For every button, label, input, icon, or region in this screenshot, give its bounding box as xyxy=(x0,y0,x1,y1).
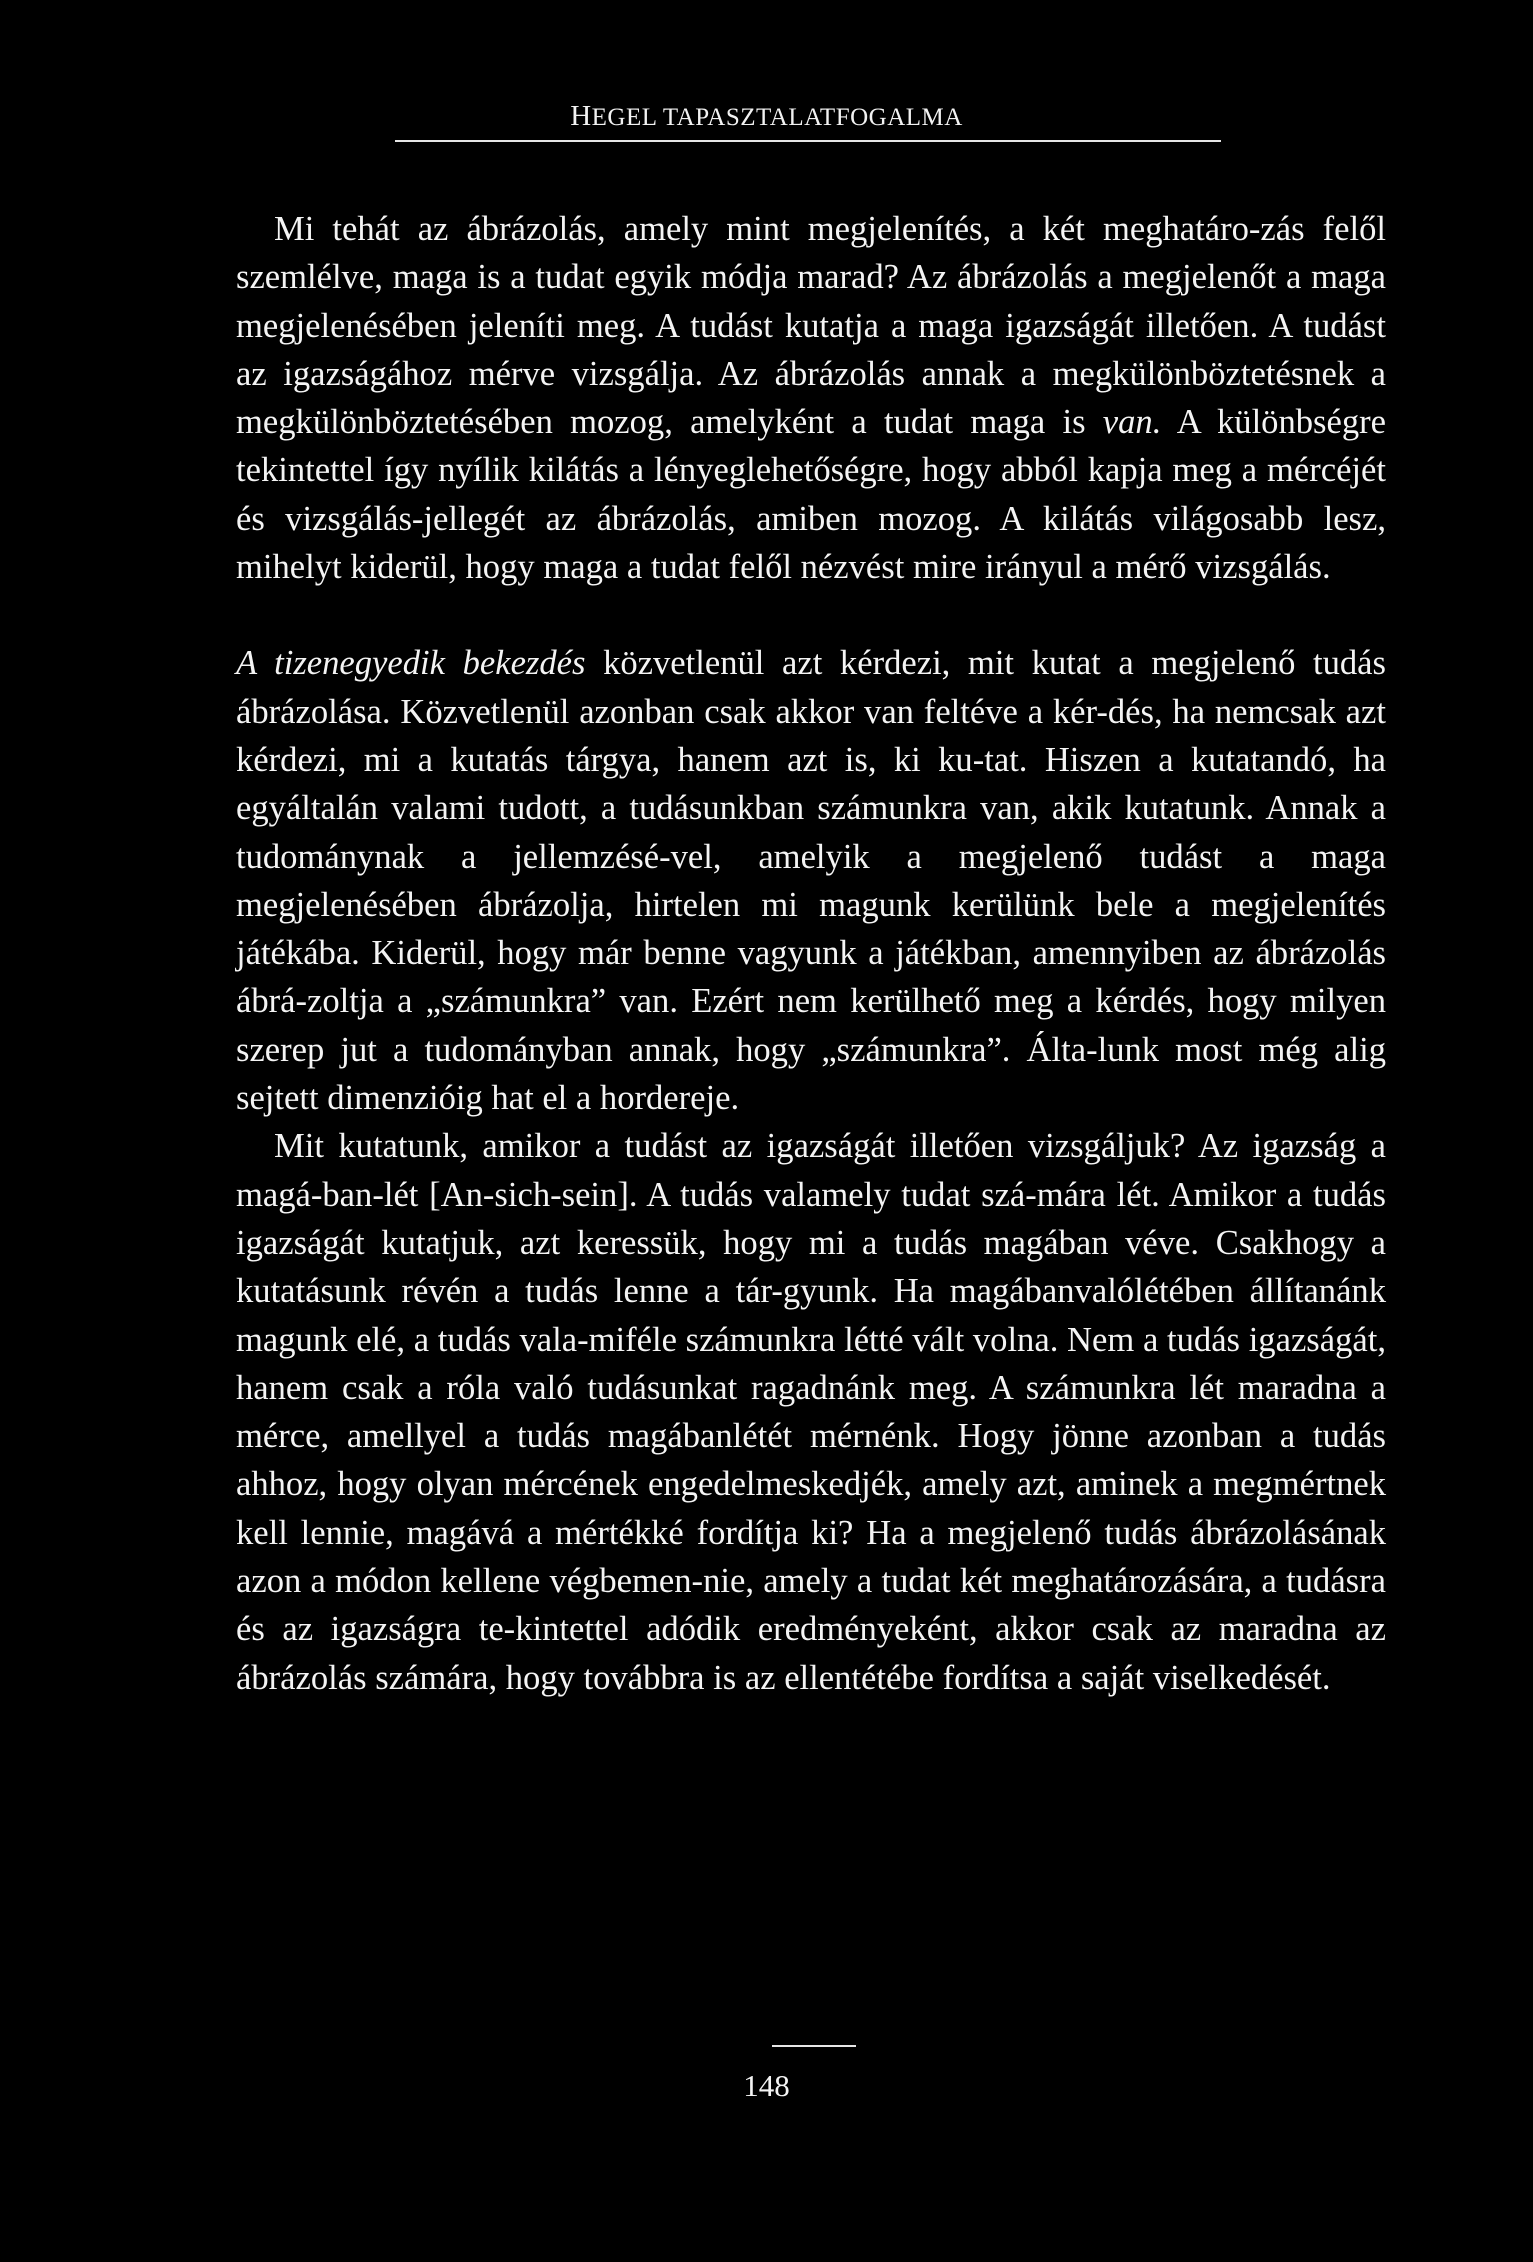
paragraph-1-emphasis: van. xyxy=(1102,403,1162,442)
footer-rule xyxy=(772,2045,856,2047)
paragraph-1 xyxy=(236,205,1386,591)
running-head-initial: H xyxy=(570,100,592,132)
paragraph-3-text: Mit kutatunk, amikor a tudást az igazságát illetően vizsgáljuk? Az igazság a magá-ban-lét [An-sich-sein]. A tudás valamely tudat szá-mára lét. Amikor a tudás igazságát kutatjuk, azt keressük, hogy mi a tudás magában véve. Csakhogy a kutatásunk révén a tudás lenne a tár-gyunk. Ha magábanvalólétében állítanánk magunk elé, a tudás vala-miféle számunkra létté vált volna. Nem a tudás igazságát, hanem csak a róla való tudásunkat ragadnánk meg. A számunkra lét maradna a mérce, amellyel a tudás magábanlétét mérnénk. Hogy jönne azonban a tudás ahhoz, hogy olyan mércének engedelmeskedjék, amely azt, aminek a megmértnek kell lennie, magává a mértékké fordítja ki? Ha a megjelenő tudás ábrázolásának azon a módon kellene végbemen-nie, amely a tudat két meghatározására, a tudásra és az igazságra te-kintettel adódik eredményeként, akkor csak az maradna az ábrázolás számára, hogy továbbra is az ellentétébe fordítsa a saját viselkedését. xyxy=(236,1127,1386,1697)
paragraph-1-text: Mi tehát az ábrázolás, amely mint megjelenítés, a két meghatáro-zás felől szemlélve, maga is a tudat egyik módja marad? Az ábrázolás a megjelenőt a maga megjelenésében jeleníti meg. A tudást kutatja a maga igazságát illetően. A tudást az igazságához mérve vizsgálja. Az ábrázolás annak a megkülönböztetésnek a megkülönböztetésében mozog, amelyként a tudat maga is xyxy=(236,210,1386,442)
page-number: 148 xyxy=(743,2068,790,2103)
paragraph-3 xyxy=(236,1122,1386,1702)
paragraph-2-text: közvetlenül azt kérdezi, mit kutat a megjelenő tudás ábrázolása. Közvetlenül azonban csak akkor van feltéve a kér-dés, ha nemcsak azt kérdezi, mi a kutatás tárgya, hanem azt is, ki ku-tat. Hiszen a kutatandó, ha egyáltalán valami tudott, a tudásunkban számunkra van, akik kutatunk. Annak a tudománynak a jellemzésé-vel, amelyik a megjelenő tudást a maga megjelenésében ábrázolja, hirtelen mi magunk kerülünk bele a megjelenítés játékába. Kiderül, hogy már benne vagyunk a játékban, amennyiben az ábrázolás ábrá-zoltja a „számunkra” van. Ezért nem kerülhető meg a kérdés, hogy milyen szerep jut a tudományban annak, hogy „számunkra”. Álta-lunk most még alig sejtett dimenzióig hat el a hordereje. xyxy=(236,644,1386,1118)
paragraph-2 xyxy=(236,639,1386,1122)
paragraph-2-emphasis: A tizenegyedik bekezdés xyxy=(236,644,586,683)
running-head-text: EGEL TAPASZTALATFOGALMA xyxy=(591,104,963,131)
running-head xyxy=(0,100,1533,133)
body-text xyxy=(236,205,1386,1702)
header-rule xyxy=(395,140,1221,142)
paragraph-1-tail: A különbségre tekintettel így nyílik kilátás a lényeglehetőségre, hogy abból kapja meg a mércéjét és vizsgálás-jellegét az ábrázolás, amiben mozog. A kilátás világosabb lesz, mihelyt kiderül, hogy maga a tudat felől nézvést mire irányul a mérő vizsgálás. xyxy=(236,403,1387,587)
